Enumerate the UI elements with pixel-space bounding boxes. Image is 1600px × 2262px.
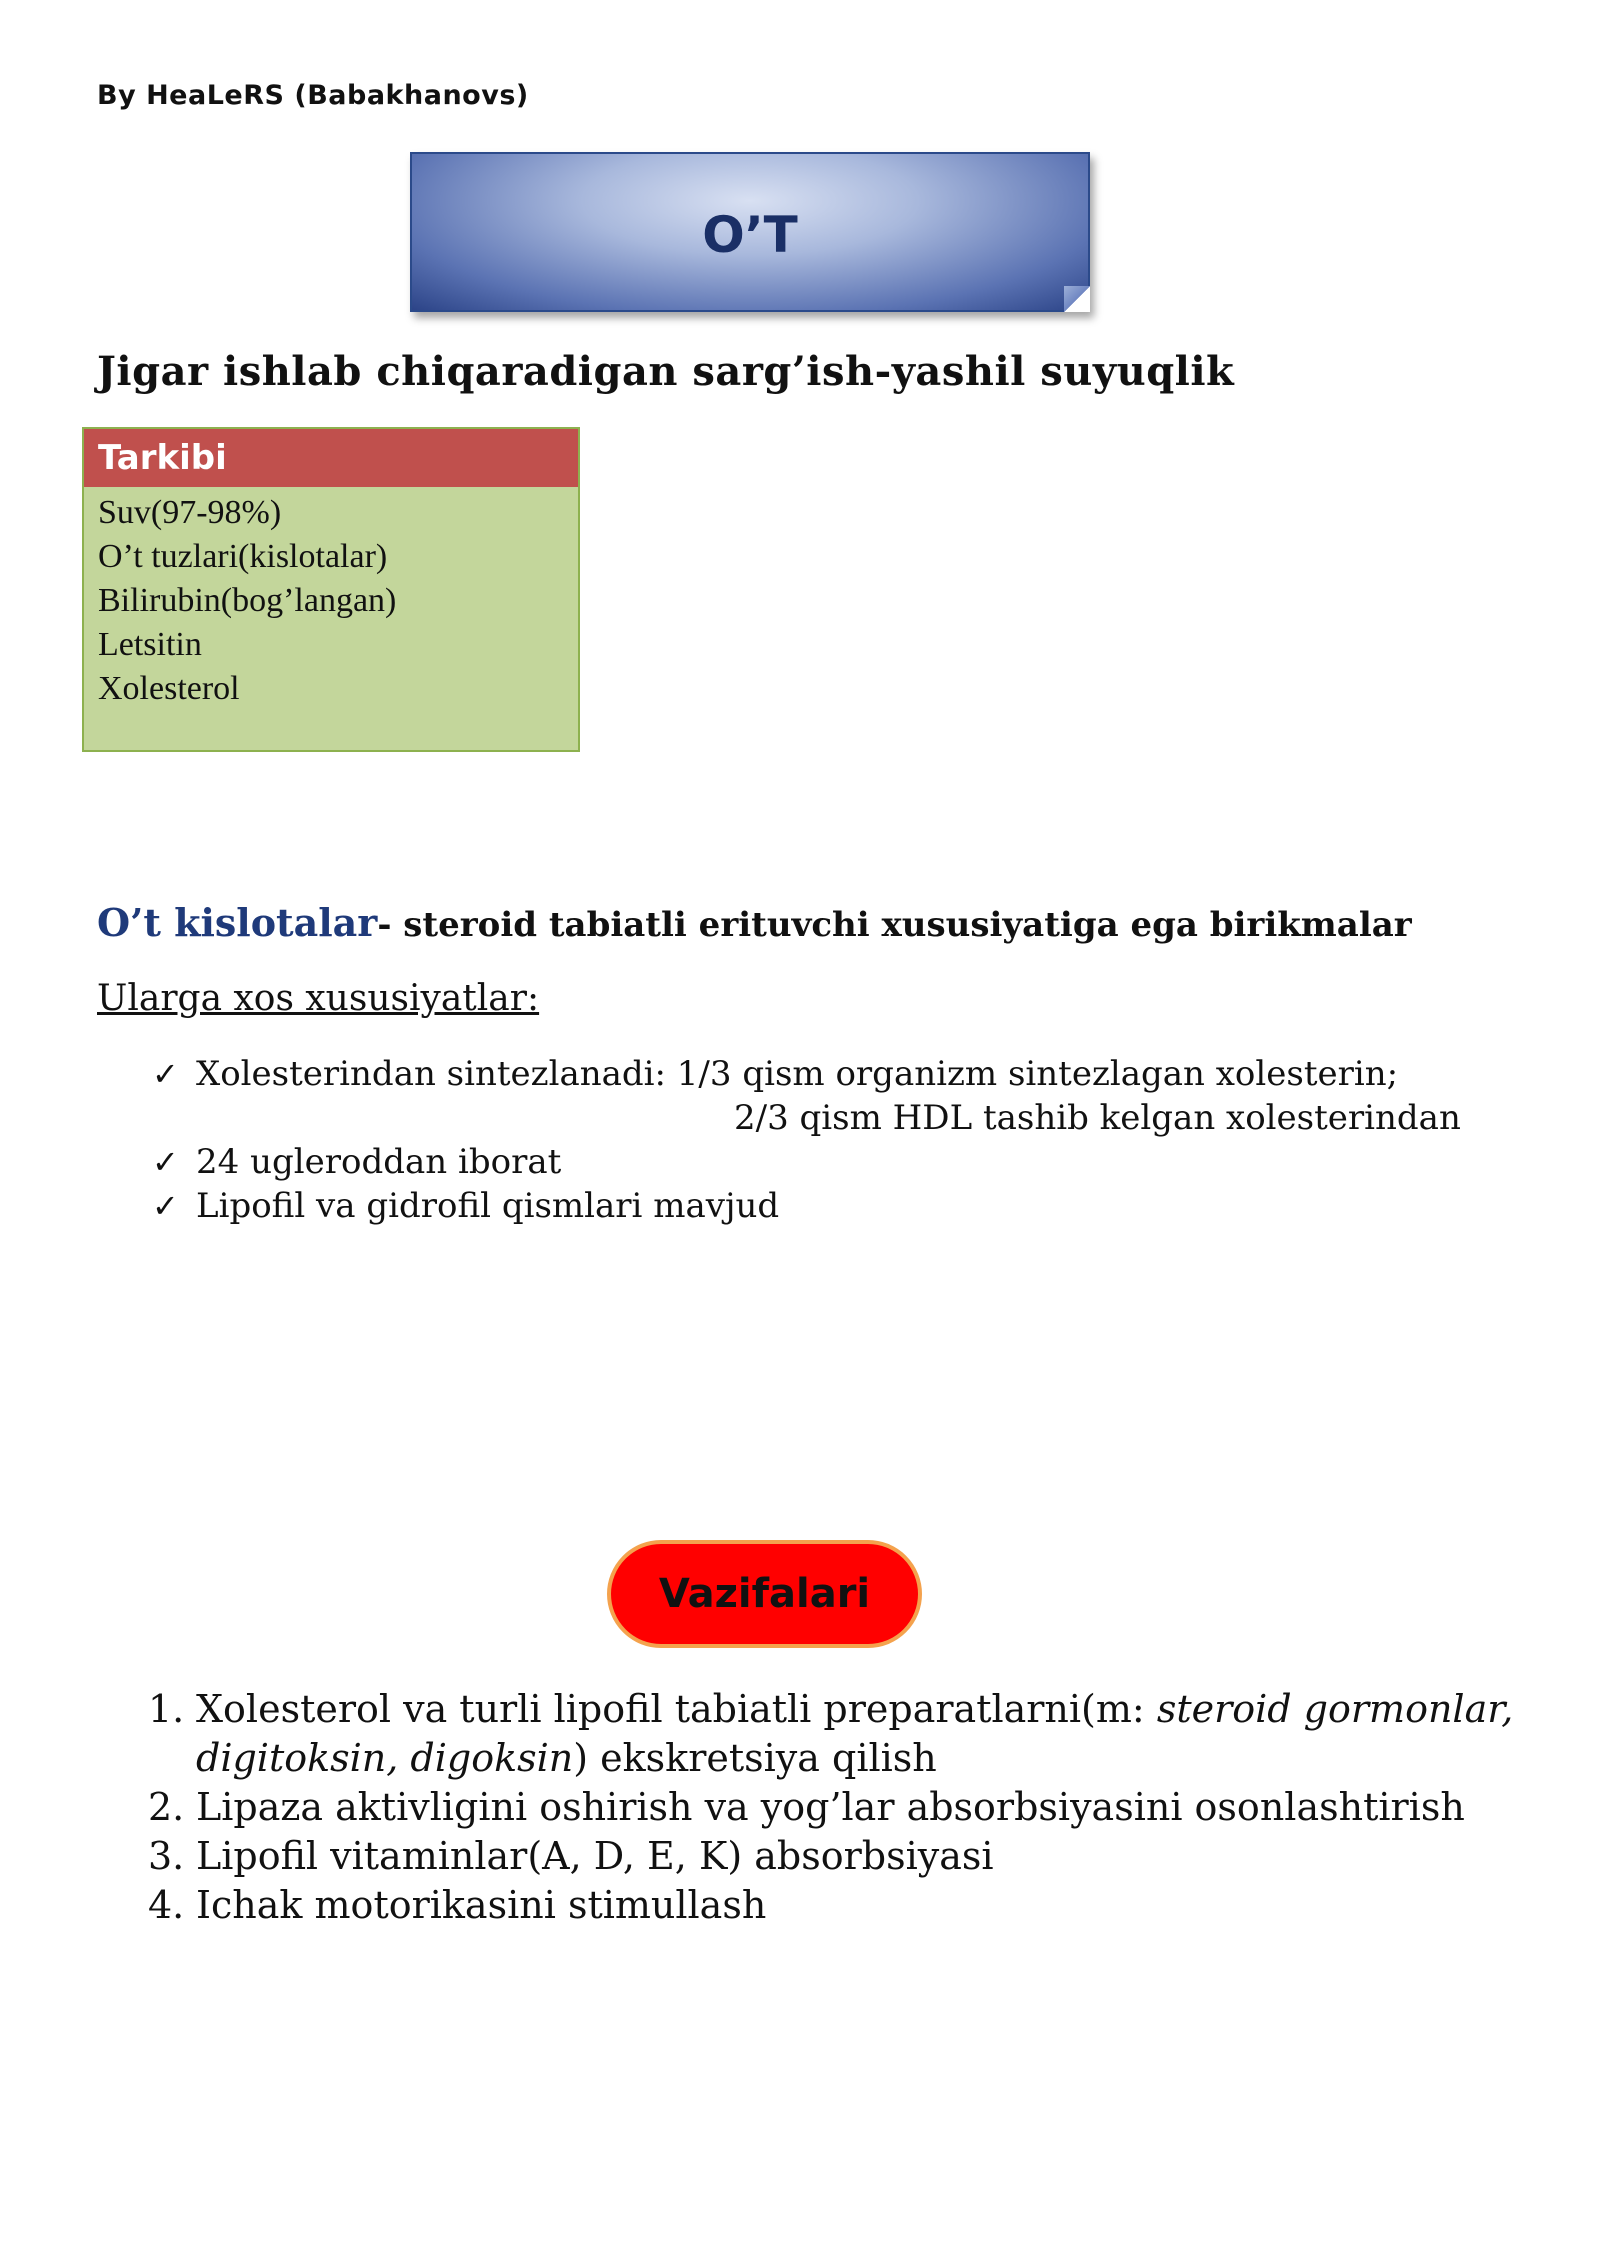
checkmark-icon: ✓: [152, 1055, 179, 1093]
composition-item: O’t tuzlari(kislotalar): [98, 538, 388, 575]
property-item: [152, 1052, 1461, 1140]
properties-list: [152, 1052, 1461, 1228]
composition-list: [84, 487, 578, 711]
function-item: [148, 1832, 1528, 1881]
bile-acids-description: - steroid tabiatli erituvchi xususiyatiga ega birikmalar: [377, 905, 1412, 945]
function-text: Lipofil vitaminlar(A, D, E, K) absorbsiyasi: [196, 1834, 994, 1878]
function-item: [148, 1783, 1528, 1832]
bile-acids-term: O’t kislotalar: [97, 900, 378, 945]
bile-acids-definition: [97, 900, 1412, 945]
property-text: Xolesterindan sintezlanadi: 1/3 qism organizm sintezlagan xolesterin;: [196, 1054, 1399, 1094]
page-title: O’T: [702, 206, 798, 264]
title-banner: [410, 152, 1090, 312]
function-item: [148, 1881, 1528, 1930]
function-text-end: ) ekskretsiya qilish: [573, 1736, 937, 1780]
composition-item: Bilirubin(bog’langan): [98, 582, 397, 619]
checkmark-icon: ✓: [152, 1143, 179, 1181]
author-credit: By HeaLeRS (Babakhanovs): [97, 80, 529, 111]
function-text: Xolesterol va turli lipofil tabiatli preparatlarni(m:: [196, 1687, 1157, 1731]
properties-heading: Ularga xos xususiyatlar:: [97, 978, 540, 1019]
property-item: [152, 1140, 1461, 1184]
functions-list: [148, 1685, 1528, 1930]
function-number: 4.: [148, 1883, 185, 1927]
composition-item: Letsitin: [98, 626, 202, 663]
property-item: [152, 1184, 1461, 1228]
composition-item: Suv(97-98%): [98, 494, 282, 531]
function-text: Lipaza aktivligini oshirish va yog’lar absorbsiyasini osonlashtirish: [196, 1785, 1465, 1829]
composition-box: [82, 427, 580, 752]
functions-button[interactable]: Vazifalari: [607, 1540, 922, 1648]
composition-item: Xolesterol: [98, 670, 240, 707]
function-number: 3.: [148, 1834, 185, 1878]
function-item: [148, 1685, 1528, 1783]
function-number: 2.: [148, 1785, 185, 1829]
page-subtitle: Jigar ishlab chiqaradigan sarg’ish-yashil suyuqlik: [97, 348, 1235, 395]
property-text: Lipofil va gidrofil qismlari mavjud: [196, 1186, 780, 1226]
checkmark-icon: ✓: [152, 1187, 179, 1225]
property-continuation: 2/3 qism HDL tashib kelgan xolesterindan: [734, 1098, 1461, 1138]
property-text: 24 ugleroddan iborat: [196, 1142, 562, 1182]
function-text: Ichak motorikasini stimullash: [196, 1883, 767, 1927]
function-text-italic: steroid gormonlar, digitoksin, digoksin: [196, 1687, 1514, 1780]
function-number: 1.: [148, 1687, 185, 1731]
composition-heading: Tarkibi: [84, 429, 578, 487]
